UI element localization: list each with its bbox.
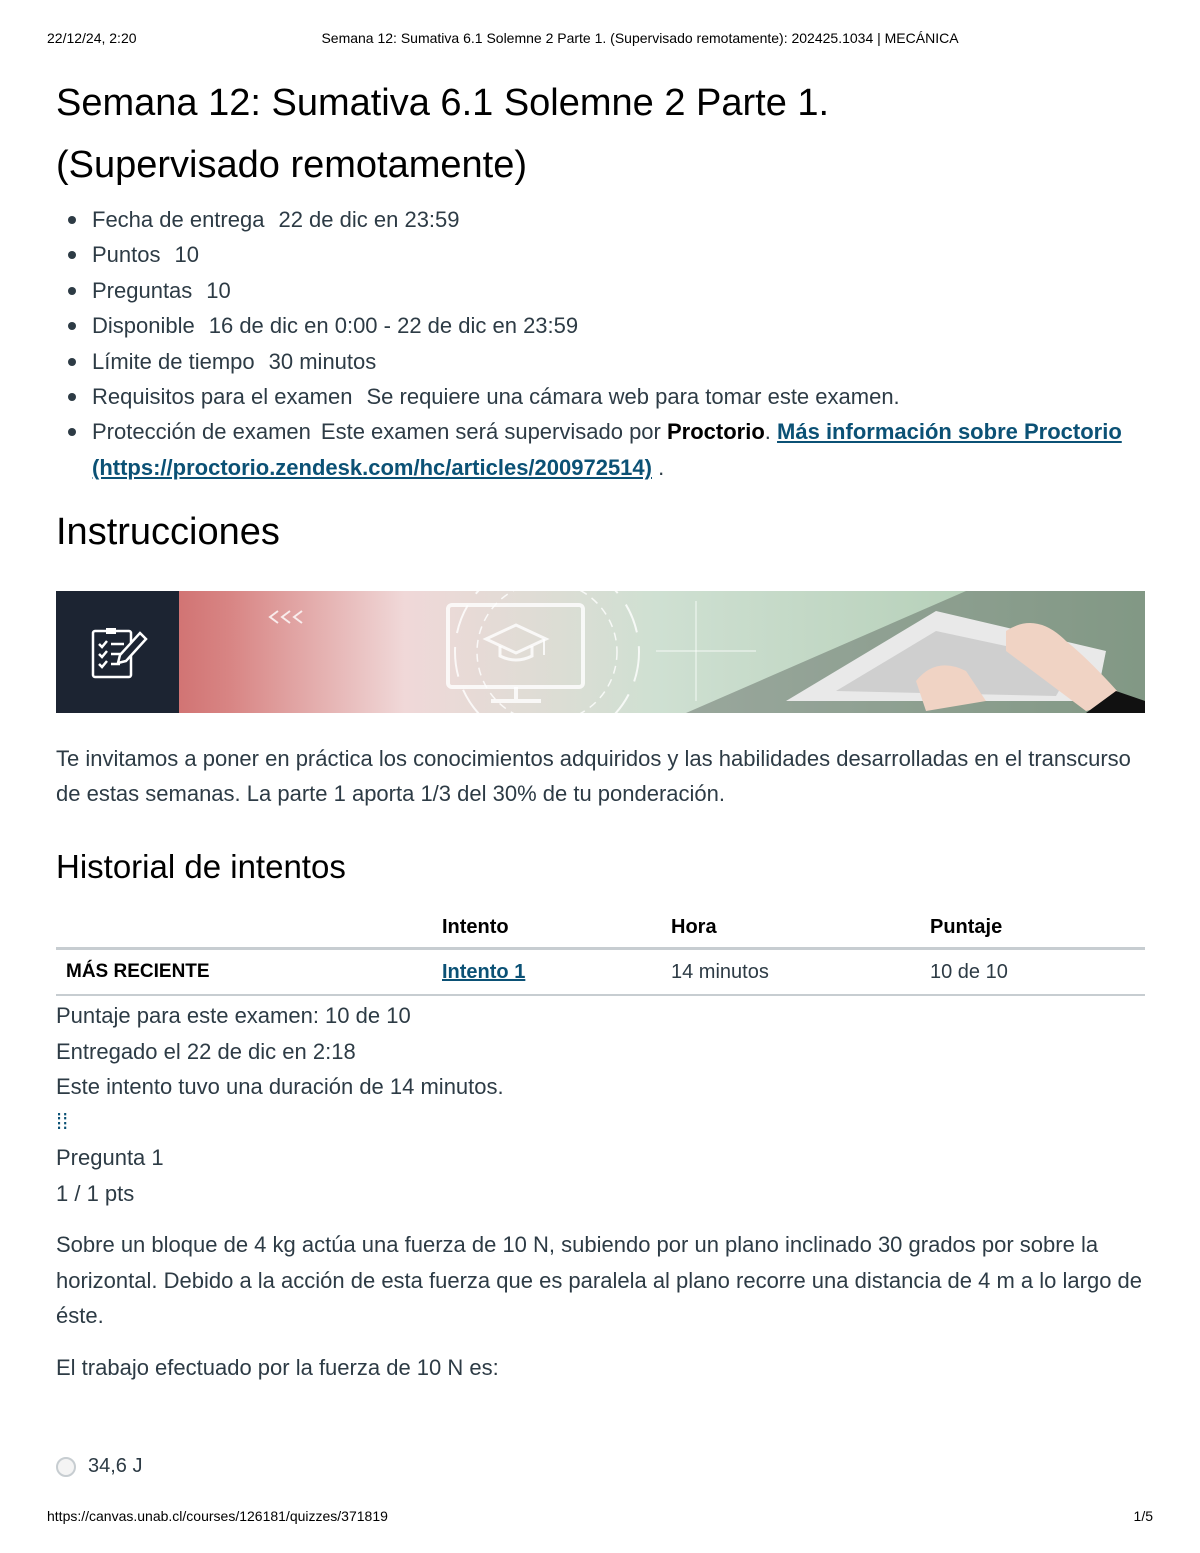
column-header-blank — [56, 907, 442, 949]
question-name: Pregunta 1 — [56, 1145, 164, 1171]
table-row — [56, 949, 1145, 996]
detail-questions: Preguntas 10 — [56, 273, 1145, 308]
quiz-title-line2: (Supervisado remotamente) — [56, 144, 527, 186]
print-datetime: 22/12/24, 2:20 — [47, 30, 137, 46]
detail-available: Disponible 16 de dic en 0:00 - 22 de dic en 23:59 — [56, 308, 1145, 343]
answer-label: 34,6 J — [88, 1455, 143, 1478]
print-page-number: 1/5 — [1133, 1508, 1153, 1524]
submitted-summary: Entregado el 22 de dic en 2:18 — [56, 1038, 356, 1064]
print-page-title: Semana 12: Sumativa 6.1 Solemne 2 Parte 1. (Supervisado remotamente): 202425.1034 | MECÁNICA — [321, 30, 959, 46]
bullet-icon — [68, 216, 76, 224]
quiz-title-line1: Semana 12: Sumativa 6.1 Solemne 2 Parte 1. — [56, 82, 830, 124]
column-header-score: Puntaje — [930, 907, 1145, 949]
duration-summary: Este intento tuvo una duración de 14 minutos. — [56, 1074, 504, 1100]
question-prompt: El trabajo efectuado por la fuerza de 10 N es: — [56, 1354, 499, 1380]
bullet-icon — [68, 322, 76, 330]
bullet-icon — [68, 358, 76, 366]
question-1 — [56, 1104, 1145, 1478]
instructions-banner — [56, 591, 1145, 713]
detail-points: Puntos 10 — [56, 237, 1145, 272]
history-heading: Historial de intentos — [56, 848, 346, 886]
detail-due: Fecha de entrega 22 de dic en 23:59 — [56, 202, 1145, 237]
attempts-table — [56, 907, 1145, 996]
proctorio-info-link[interactable]: Más información sobre Proctorio (https://proctorio.zendesk.com/hc/articles/200972514) — [92, 419, 1122, 480]
score-summary: Puntaje para este examen: 10 de 10 — [56, 1003, 411, 1029]
attempt-label: MÁS RECIENTE — [56, 949, 442, 996]
drag-grip-icon[interactable]: ⁞⁞ — [56, 1109, 69, 1135]
main-content — [56, 72, 1145, 1478]
print-url: https://canvas.unab.cl/courses/126181/quizzes/371819 — [47, 1508, 388, 1524]
detail-time-limit: Límite de tiempo 30 minutos — [56, 344, 1145, 379]
attempt-1-link[interactable]: Intento 1 — [442, 960, 526, 983]
attempt-summary — [56, 998, 1145, 1104]
detail-requirements: Requisitos para el examen Se requiere una cámara web para tomar este examen. — [56, 379, 1145, 414]
bullet-icon — [68, 428, 76, 436]
instructions-text: Te invitamos a poner en práctica los conocimientos adquiridos y las habilidades desarrolladas en el transcurso de estas semanas. La parte 1 aporta 1/3 del 30% de tu ponderación. — [56, 746, 1131, 807]
answer-option[interactable] — [56, 1455, 1145, 1478]
question-text: Sobre un bloque de 4 kg actúa una fuerza de 10 N, subiendo por un plano inclinado 30 grados por sobre la horizontal. Debido a la acción de esta fuerza que es paralela al plano recorre una distancia de 4 m a lo largo de éste. — [56, 1232, 1143, 1329]
column-header-time: Hora — [671, 907, 930, 949]
detail-protection: Protección de examen Este examen será supervisado por Proctorio. Más información sobre Proctorio (https://proctorio.zendesk.com/hc/articles/200972514) . — [56, 414, 1145, 485]
column-header-attempt: Intento — [442, 907, 671, 949]
instructions-heading: Instrucciones — [56, 511, 280, 554]
bullet-icon — [68, 287, 76, 295]
banner-graphic — [56, 591, 1145, 713]
table-header-row — [56, 907, 1145, 949]
attempt-score: 10 de 10 — [930, 949, 1145, 996]
bullet-icon — [68, 393, 76, 401]
attempt-time: 14 minutos — [671, 949, 930, 996]
quiz-details-list — [56, 202, 1145, 485]
question-points: 1 / 1 pts — [56, 1180, 135, 1206]
bullet-icon — [68, 251, 76, 259]
radio-button[interactable] — [56, 1457, 76, 1477]
